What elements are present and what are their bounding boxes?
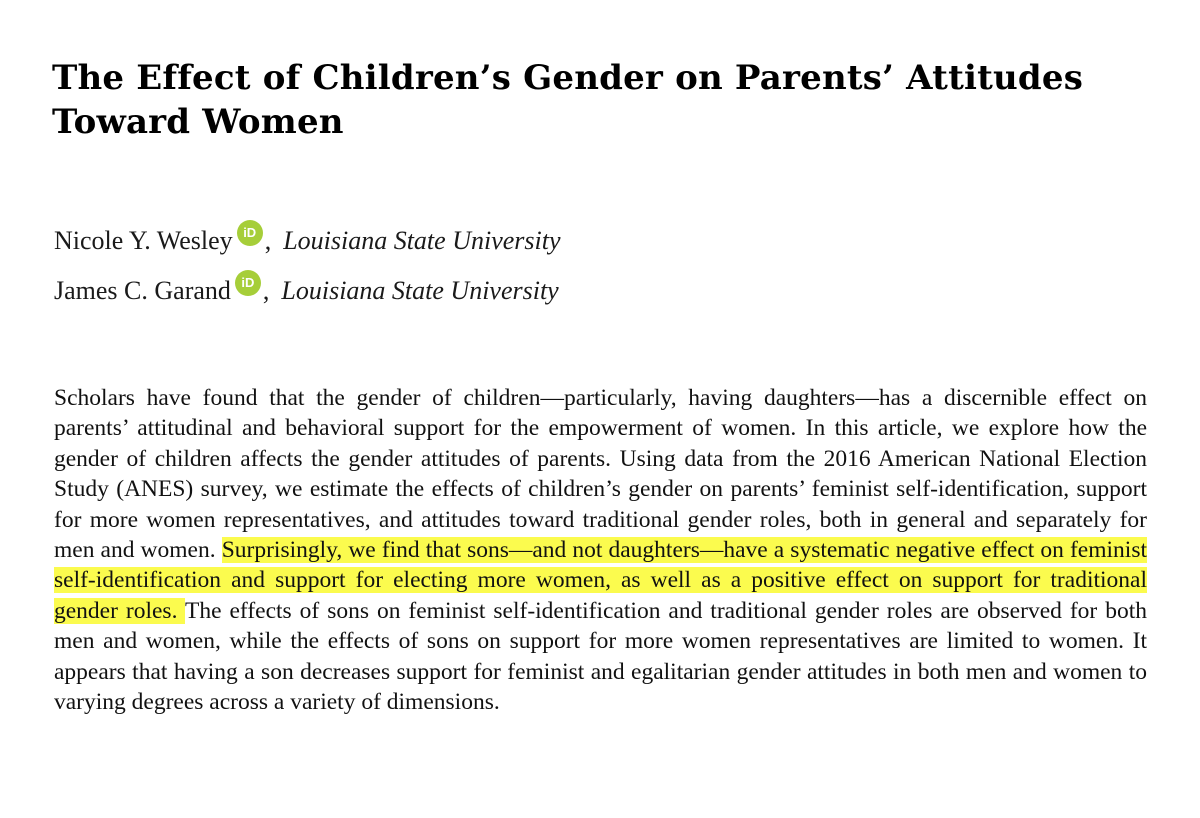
- orcid-icon[interactable]: iD: [235, 270, 261, 296]
- orcid-icon[interactable]: iD: [237, 220, 263, 246]
- author-entry: [54, 216, 1154, 266]
- paper-title: The Effect of Children’s Gender on Parents’ Attitudes Toward Women: [52, 58, 1084, 142]
- author-affiliation: Louisiana State University: [281, 276, 559, 305]
- author-name: James C. Garand: [54, 276, 231, 305]
- abstract: [54, 383, 1147, 717]
- author-separator: ,: [262, 276, 270, 305]
- author-list: [54, 216, 1154, 316]
- author-entry: [54, 266, 1154, 316]
- abstract-text: The effects of sons on feminist self-identification and traditional gender roles are observed for both men and women, while the effects of sons on support for more women representatives are limited to women. It appears that having a son decreases support for feminist and egalitarian gender attitudes in both men and women to varying degrees across a variety of dimensions.: [54, 597, 1147, 716]
- author-affiliation: Louisiana State University: [283, 226, 561, 255]
- abstract-text: Scholars have found that the gender of children—particularly, having daughters—has a discernible effect on parents’ attitudinal and behavioral support for the empowerment of women. In this article, we explore how the gender of children affects the gender attitudes of parents. Using data from the 2016 American National Election Study (ANES) survey, we estimate the effects of children’s gender on parents’ feminist self-identification, support for more women representatives, and attitudes toward traditional gender roles, both in general and separately for men and women.: [54, 385, 1147, 564]
- abstract-highlighted-text: Surprisingly, we find that sons—and not daughters—have a systematic negative effect on feminist self-identification and support for electing more women, as well as a positive effect on support for traditional gender roles.: [54, 537, 1148, 624]
- author-name: Nicole Y. Wesley: [54, 226, 233, 255]
- author-separator: ,: [264, 226, 272, 255]
